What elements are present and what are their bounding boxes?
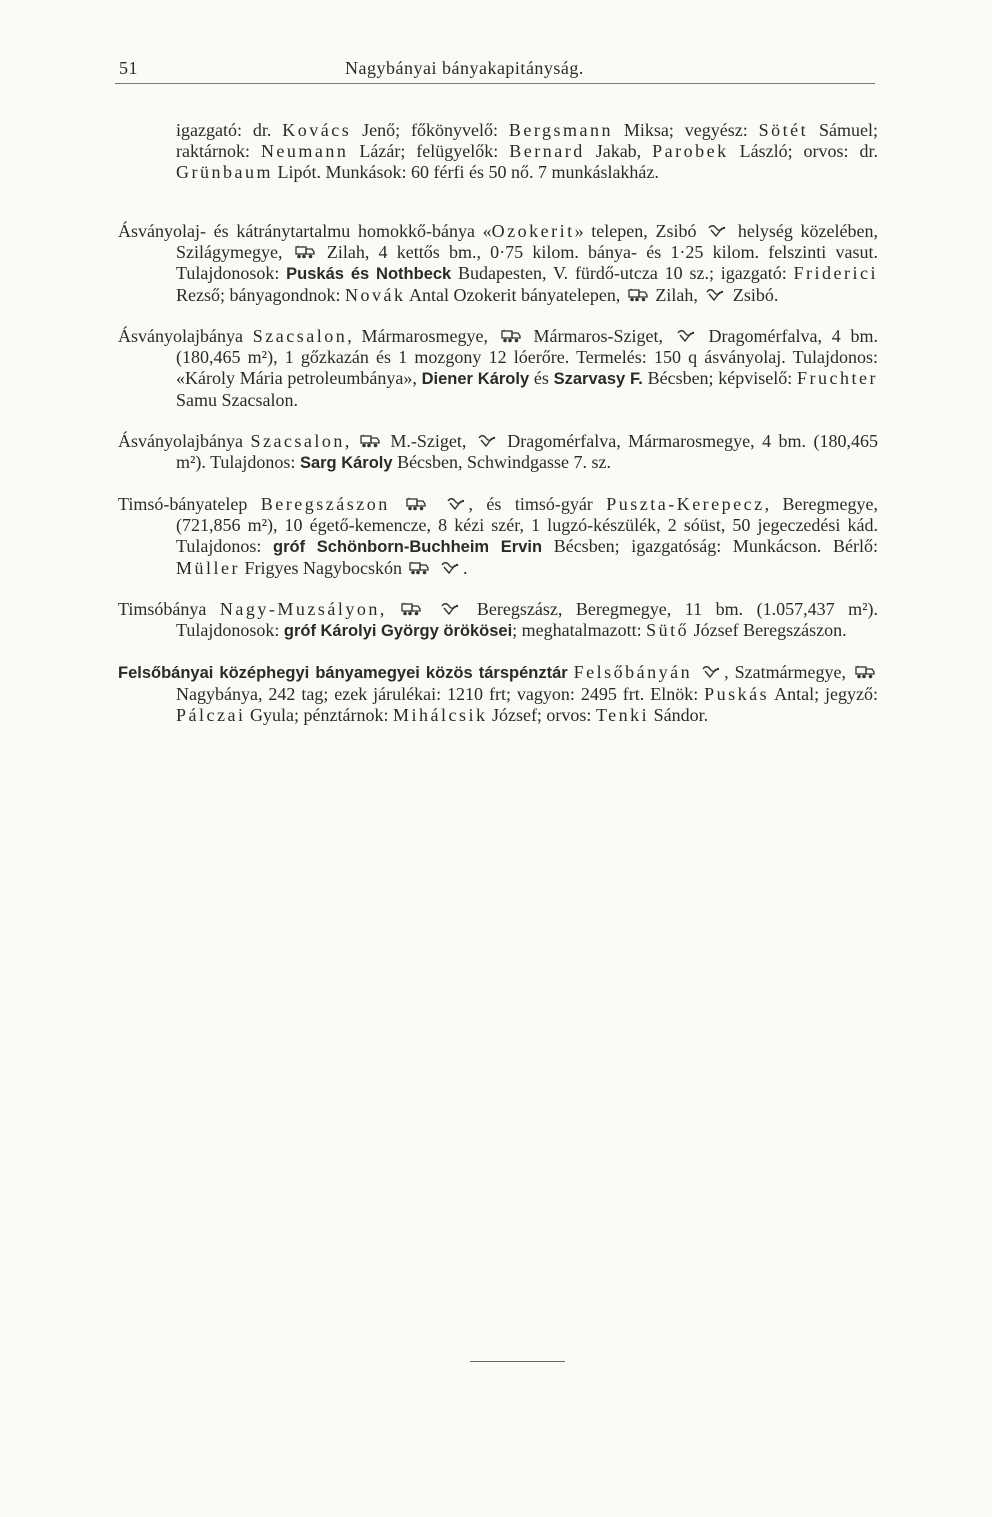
text-run: Mármaros-Sziget, bbox=[523, 326, 673, 346]
railway-station-icon bbox=[401, 602, 421, 616]
spaced-name: Kovács bbox=[282, 120, 352, 140]
text-run: Timsó-bányatelep bbox=[118, 494, 261, 514]
post-office-icon bbox=[446, 497, 466, 511]
spaced-name: Szacsalon bbox=[252, 326, 348, 346]
text-run: Dragomérfalva, Mármarosmegye, 4 bm. (180,465 m²). Tulajdonos: bbox=[176, 431, 879, 472]
entry-asvanyolaj-ozokerit bbox=[118, 221, 878, 306]
post-office-icon bbox=[707, 224, 727, 238]
text-run bbox=[390, 494, 403, 514]
spaced-name: Bergsmann bbox=[508, 120, 613, 140]
text-run: Jakab, bbox=[584, 141, 653, 161]
text-run: Bécsben; igazgatóság: Munkácson. Bérlő: bbox=[542, 536, 878, 556]
text-run: Sámuel; raktárnok: bbox=[176, 120, 878, 161]
spaced-name: Friderici bbox=[793, 263, 879, 283]
text-run: Jenő; főkönyvelő: bbox=[351, 120, 509, 140]
spaced-name: Pálczai bbox=[176, 705, 246, 725]
text-run bbox=[429, 494, 442, 514]
text-run: , bbox=[344, 431, 357, 451]
post-office-icon bbox=[477, 434, 497, 448]
text-run: , Szatmármegye, bbox=[724, 662, 852, 682]
owner-name: Diener Károly bbox=[421, 370, 530, 388]
text-run: » telepen, Zsibó bbox=[574, 221, 705, 241]
end-rule bbox=[470, 1361, 565, 1362]
spaced-name: Sötét bbox=[758, 120, 809, 140]
text-run: Bécsben, Schwindgasse 7. sz. bbox=[392, 452, 612, 472]
owner-name: Szarvasy F. bbox=[553, 370, 643, 388]
text-run: Bécsben; képviselő: bbox=[642, 368, 798, 388]
post-office-icon bbox=[440, 561, 460, 575]
text-run: József Beregszászon. bbox=[689, 620, 847, 640]
text-run: Frigyes Nagybocskón bbox=[240, 558, 407, 578]
text-run: Timsóbánya bbox=[118, 599, 220, 619]
entry-asvanyolaj-szacsal-1 bbox=[118, 326, 878, 411]
post-office-icon bbox=[701, 665, 721, 679]
text-run: Antal Ozokerit bányatelepen, bbox=[405, 285, 625, 305]
text-run: Lázár; felügyelők: bbox=[348, 141, 510, 161]
owner-name: gróf Károlyi György örökösei bbox=[283, 622, 513, 640]
spaced-name: Bernard bbox=[509, 141, 585, 161]
text-run: , Mármarosmegye, bbox=[347, 326, 498, 346]
text-run: helység közelében, Szilágymegye, bbox=[176, 221, 878, 262]
text-run: , és timsó-gyár bbox=[468, 494, 607, 514]
spaced-name: Grünbaum bbox=[176, 162, 273, 182]
text-run bbox=[432, 558, 437, 578]
owner-name: gróf Schönborn-Buchheim Ervin bbox=[272, 538, 543, 556]
railway-station-icon bbox=[406, 497, 426, 511]
text-run: Antal; jegyző: bbox=[769, 684, 879, 704]
text-run: ; meghatalmazott: bbox=[512, 620, 647, 640]
spaced-name: Novák bbox=[344, 285, 406, 305]
text-run: , bbox=[379, 599, 398, 619]
spaced-name: Puszta-Kerepecz bbox=[606, 494, 765, 514]
entry-cont bbox=[118, 120, 878, 183]
header-rule bbox=[115, 83, 875, 84]
spaced-name: Mihálcsik bbox=[392, 705, 488, 725]
spaced-name: Müller bbox=[176, 558, 240, 578]
page-body bbox=[118, 120, 878, 746]
text-run: igazgató: dr. bbox=[176, 120, 283, 140]
spaced-name: Ozokerit bbox=[491, 221, 575, 241]
text-run: Budapesten, V. fürdő-utcza 10 sz.; igazgató: bbox=[451, 263, 794, 283]
spaced-name: Fruchter bbox=[797, 368, 878, 388]
text-run: László; orvos: dr. bbox=[728, 141, 879, 161]
owner-name: Puskás és Nothbeck bbox=[286, 265, 452, 283]
entry-timso-beregszasz bbox=[118, 494, 878, 579]
railway-station-icon bbox=[855, 665, 875, 679]
text-run: Rezső; bányagondnok: bbox=[176, 285, 345, 305]
spaced-name: Parobek bbox=[652, 141, 729, 161]
post-office-icon bbox=[440, 602, 460, 616]
text-run: Ásványolaj- és kátránytartalmu homokkő-bánya « bbox=[118, 221, 492, 241]
spaced-name: Puskás bbox=[704, 684, 770, 704]
page-number: 51 bbox=[119, 58, 138, 78]
spaced-name: Beregszászon bbox=[260, 494, 390, 514]
owner-name: Felsőbányai középhegyi bányamegyei közös társpénztár bbox=[118, 664, 568, 682]
text-run: Lipót. Munkások: 60 férfi és 50 nő. 7 munkáslakház. bbox=[272, 162, 659, 182]
spaced-name: Sütő bbox=[646, 620, 690, 640]
text-run: Zilah, bbox=[650, 285, 703, 305]
railway-station-icon bbox=[360, 434, 380, 448]
spaced-name: Felsőbányán bbox=[573, 662, 693, 682]
text-run: Gyula; pénztárnok: bbox=[245, 705, 393, 725]
text-run: Dragomérfalva, 4 bm. (180,465 m²), 1 gőzkazán és 1 mozgony 12 lóerőre. Termelés: 150 q ásványolaj. Tulajdonos: «Károly Mária petroleumbánya», bbox=[176, 326, 878, 388]
text-run: Beregszász, Beregmegye, 11 bm. (1.057,437 m²). Tulajdonosok: bbox=[176, 599, 879, 640]
text-run: Zilah, 4 kettős bm., 0·75 kilom. bánya- és 1·25 kilom. felszinti vasut. Tulajdonosok: bbox=[176, 242, 878, 283]
entry-felsobanyai-tarspenztar bbox=[118, 662, 878, 726]
text-run: Zsibó. bbox=[728, 285, 779, 305]
text-run: és bbox=[529, 368, 554, 388]
text-run: , Beregmegye, (721,856 m²), 10 égető-kemencze, 8 kézi szér, 1 lugzó-készülék, 2 sóüst, 50 jegeczedési kád. Tulajdonos: bbox=[176, 494, 879, 556]
text-run: József; orvos: bbox=[487, 705, 596, 725]
text-run: Sándor. bbox=[649, 705, 709, 725]
railway-station-icon bbox=[295, 245, 315, 259]
text-run: Nagybánya, 242 tag; ezek járulékai: 1210 frt; vagyon: 2495 frt. Elnök: bbox=[176, 684, 705, 704]
railway-station-icon bbox=[409, 561, 429, 575]
page-header bbox=[115, 50, 875, 84]
spaced-name: Nagy-Muzsályon bbox=[219, 599, 380, 619]
spaced-name: Neumann bbox=[260, 141, 349, 161]
text-run: M.-Sziget, bbox=[382, 431, 474, 451]
entry-timso-nagymuzsaly bbox=[118, 599, 878, 642]
spaced-name: Tenki bbox=[595, 705, 650, 725]
text-run: . bbox=[462, 558, 468, 578]
post-office-icon bbox=[705, 288, 725, 302]
text-run bbox=[424, 599, 438, 619]
text-run: Ásványolajbánya bbox=[118, 431, 251, 451]
owner-name: Sarg Károly bbox=[299, 454, 393, 472]
railway-station-icon bbox=[628, 288, 648, 302]
text-run bbox=[692, 662, 698, 682]
running-title: Nagybányai bányakapitányság. bbox=[345, 58, 584, 78]
spaced-name: Szacsalon bbox=[250, 431, 345, 451]
entry-asvanyolaj-szacsal-2 bbox=[118, 431, 878, 474]
post-office-icon bbox=[676, 329, 696, 343]
text-run: Ásványolajbánya bbox=[118, 326, 253, 346]
text-run: Miksa; vegyész: bbox=[613, 120, 759, 140]
railway-station-icon bbox=[501, 329, 521, 343]
text-run: Samu Szacsalon. bbox=[176, 390, 298, 410]
